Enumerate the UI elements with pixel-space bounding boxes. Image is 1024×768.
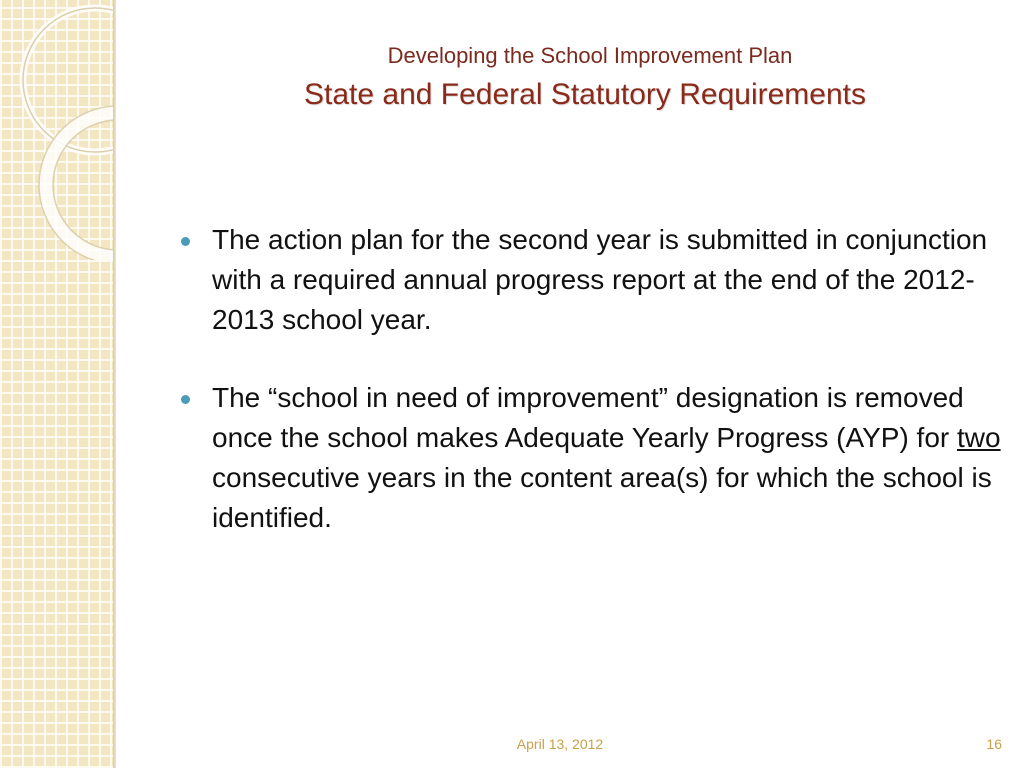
page-number: 16	[986, 736, 1002, 752]
bullet-dot-icon	[181, 395, 190, 404]
bullet-dot-icon	[181, 237, 190, 246]
slide-subtitle: State and Federal Statutory Requirements	[304, 78, 866, 111]
footer-date: April 13, 2012	[516, 736, 604, 752]
bullet-item	[178, 378, 1008, 538]
decorative-side-panel	[0, 0, 113, 768]
side-panel-edge	[113, 0, 116, 768]
decorative-rings-icon	[0, 0, 113, 260]
bullet-list	[178, 220, 1008, 576]
bullet-text-start: The “school in need of improvement” designation is removed once the school makes Adequate Yearly Progress (AYP) for	[212, 382, 964, 453]
title-block	[140, 38, 1020, 116]
bullet-text: The action plan for the second year is submitted in conjunction with a required annual progress report at the end of the 2012-2013 school year.	[212, 224, 988, 335]
bullet-text-end: consecutive years in the content area(s) for which the school is identified.	[212, 462, 992, 533]
slide-title: Developing the School Improvement Plan	[387, 43, 793, 68]
bullet-item	[178, 220, 1008, 340]
bullet-text-underlined: two	[957, 422, 1001, 453]
